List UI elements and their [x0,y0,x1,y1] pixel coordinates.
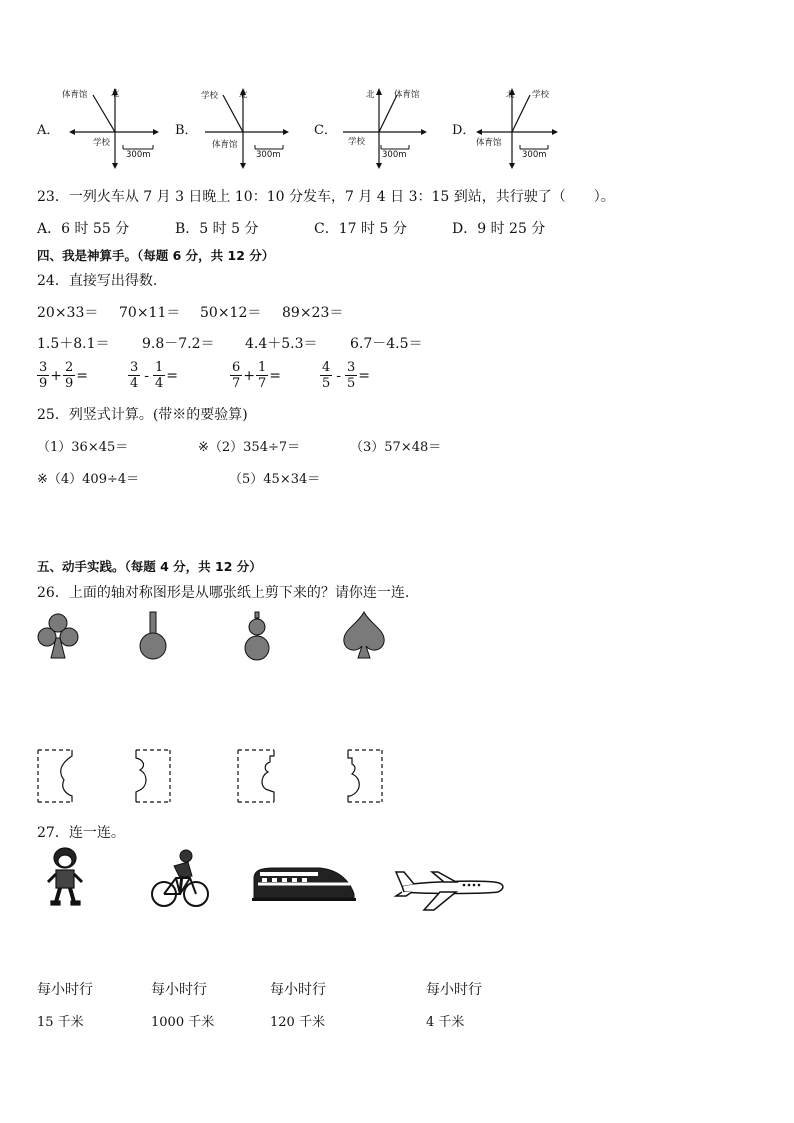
q25-item: （3）57×48＝ [350,440,442,455]
option-a-scale: 300m [126,150,151,160]
high-speed-train-icon [250,858,358,908]
spade-shape [340,610,388,662]
q23-option-a: A．6 时 55 分 [37,221,130,237]
cyclist-icon [150,848,210,910]
racket-shape [138,610,168,662]
speed-label: 每小时行 [270,982,326,998]
folded-paper-4 [344,748,386,804]
q25-item: ※（4）409÷4＝ [37,472,140,487]
folded-paper-3 [236,748,278,804]
club-shape [36,612,80,660]
q24-fraction-expr: $\frac{3}{4}$ - $\frac{1}{4}$ = [130,360,179,391]
folded-paper-1 [36,748,78,804]
q25-item: （5）45×34＝ [229,472,321,487]
q24-expr: 4.4＋5.3＝ [245,336,318,352]
option-c-place1: 体育馆 [394,90,420,100]
q24-expr: 50×12＝ [200,305,262,321]
q24-fraction-expr: $\frac{3}{9}$ + $\frac{2}{9}$ = [39,360,89,391]
speed-label: 每小时行 [151,982,207,998]
q25-title: 25．列竖式计算。(带※的要验算) [37,407,248,423]
option-d-north: 北 [506,90,515,100]
option-a-place2: 学校 [93,138,111,148]
option-b-place2: 体育馆 [212,140,238,150]
option-a-place1: 体育馆 [62,90,88,100]
walking-child-icon [44,846,86,908]
speed-label: 每小时行 [426,982,482,998]
option-d-place1: 学校 [532,90,550,100]
q24-expr: 6.7－4.5＝ [350,336,423,352]
option-d-place2: 体育馆 [476,138,502,148]
option-b-scale: 300m [256,150,281,160]
speed-value: 1000 千米 [151,1015,215,1030]
q23-option-c: C．17 时 5 分 [314,221,407,237]
speed-value: 15 千米 [37,1015,84,1030]
q24-title: 24．直接写出得数. [37,273,158,289]
q23-option-d: D．9 时 25 分 [452,221,546,237]
option-a-label: A． [37,123,60,138]
section-4-heading: 四、我是神算手。（每题 6 分，共 12 分） [37,248,275,263]
option-c-north: 北 [366,90,375,100]
q24-expr: 89×23＝ [282,305,344,321]
gourd-shape [241,610,273,662]
speed-value: 120 千米 [270,1015,325,1030]
q27-title: 27．连一连。 [37,825,125,841]
option-d-scale: 300m [522,150,547,160]
option-b-place1: 学校 [201,91,219,101]
q24-expr: 20×33＝ [37,305,99,321]
speed-value: 4 千米 [426,1015,465,1030]
option-b-north: 北 [239,90,248,100]
option-a-north: 北 [111,89,120,99]
q23-question: 23．一列火车从 7 月 3 日晚上 10：10 分发车，7 月 4 日 3：15 到站，共行驶了（ ）。 [37,189,615,205]
q25-item: ※（2）354÷7＝ [198,440,301,455]
option-c-scale: 300m [382,150,407,160]
q24-fraction-expr: $\frac{6}{7}$ + $\frac{1}{7}$ = [232,360,282,391]
airplane-icon [394,866,508,912]
q24-fraction-expr: $\frac{4}{5}$ - $\frac{3}{5}$ = [322,360,371,391]
q24-expr: 70×11＝ [119,305,181,321]
q24-expr: 9.8－7.2＝ [142,336,215,352]
folded-paper-2 [132,748,174,804]
section-5-heading: 五、动手实践。（每题 4 分，共 12 分） [37,559,262,574]
option-b-label: B． [175,123,198,138]
option-c-label: C． [314,123,337,138]
q25-item: （1）36×45＝ [37,440,129,455]
q23-option-b: B．5 时 5 分 [175,221,259,237]
q26-question: 26．上面的轴对称图形是从哪张纸上剪下来的？请你连一连. [37,585,410,601]
option-d-label: D． [452,123,476,138]
speed-label: 每小时行 [37,982,93,998]
option-c-place2: 学校 [348,137,366,147]
q24-expr: 1.5＋8.1＝ [37,336,110,352]
